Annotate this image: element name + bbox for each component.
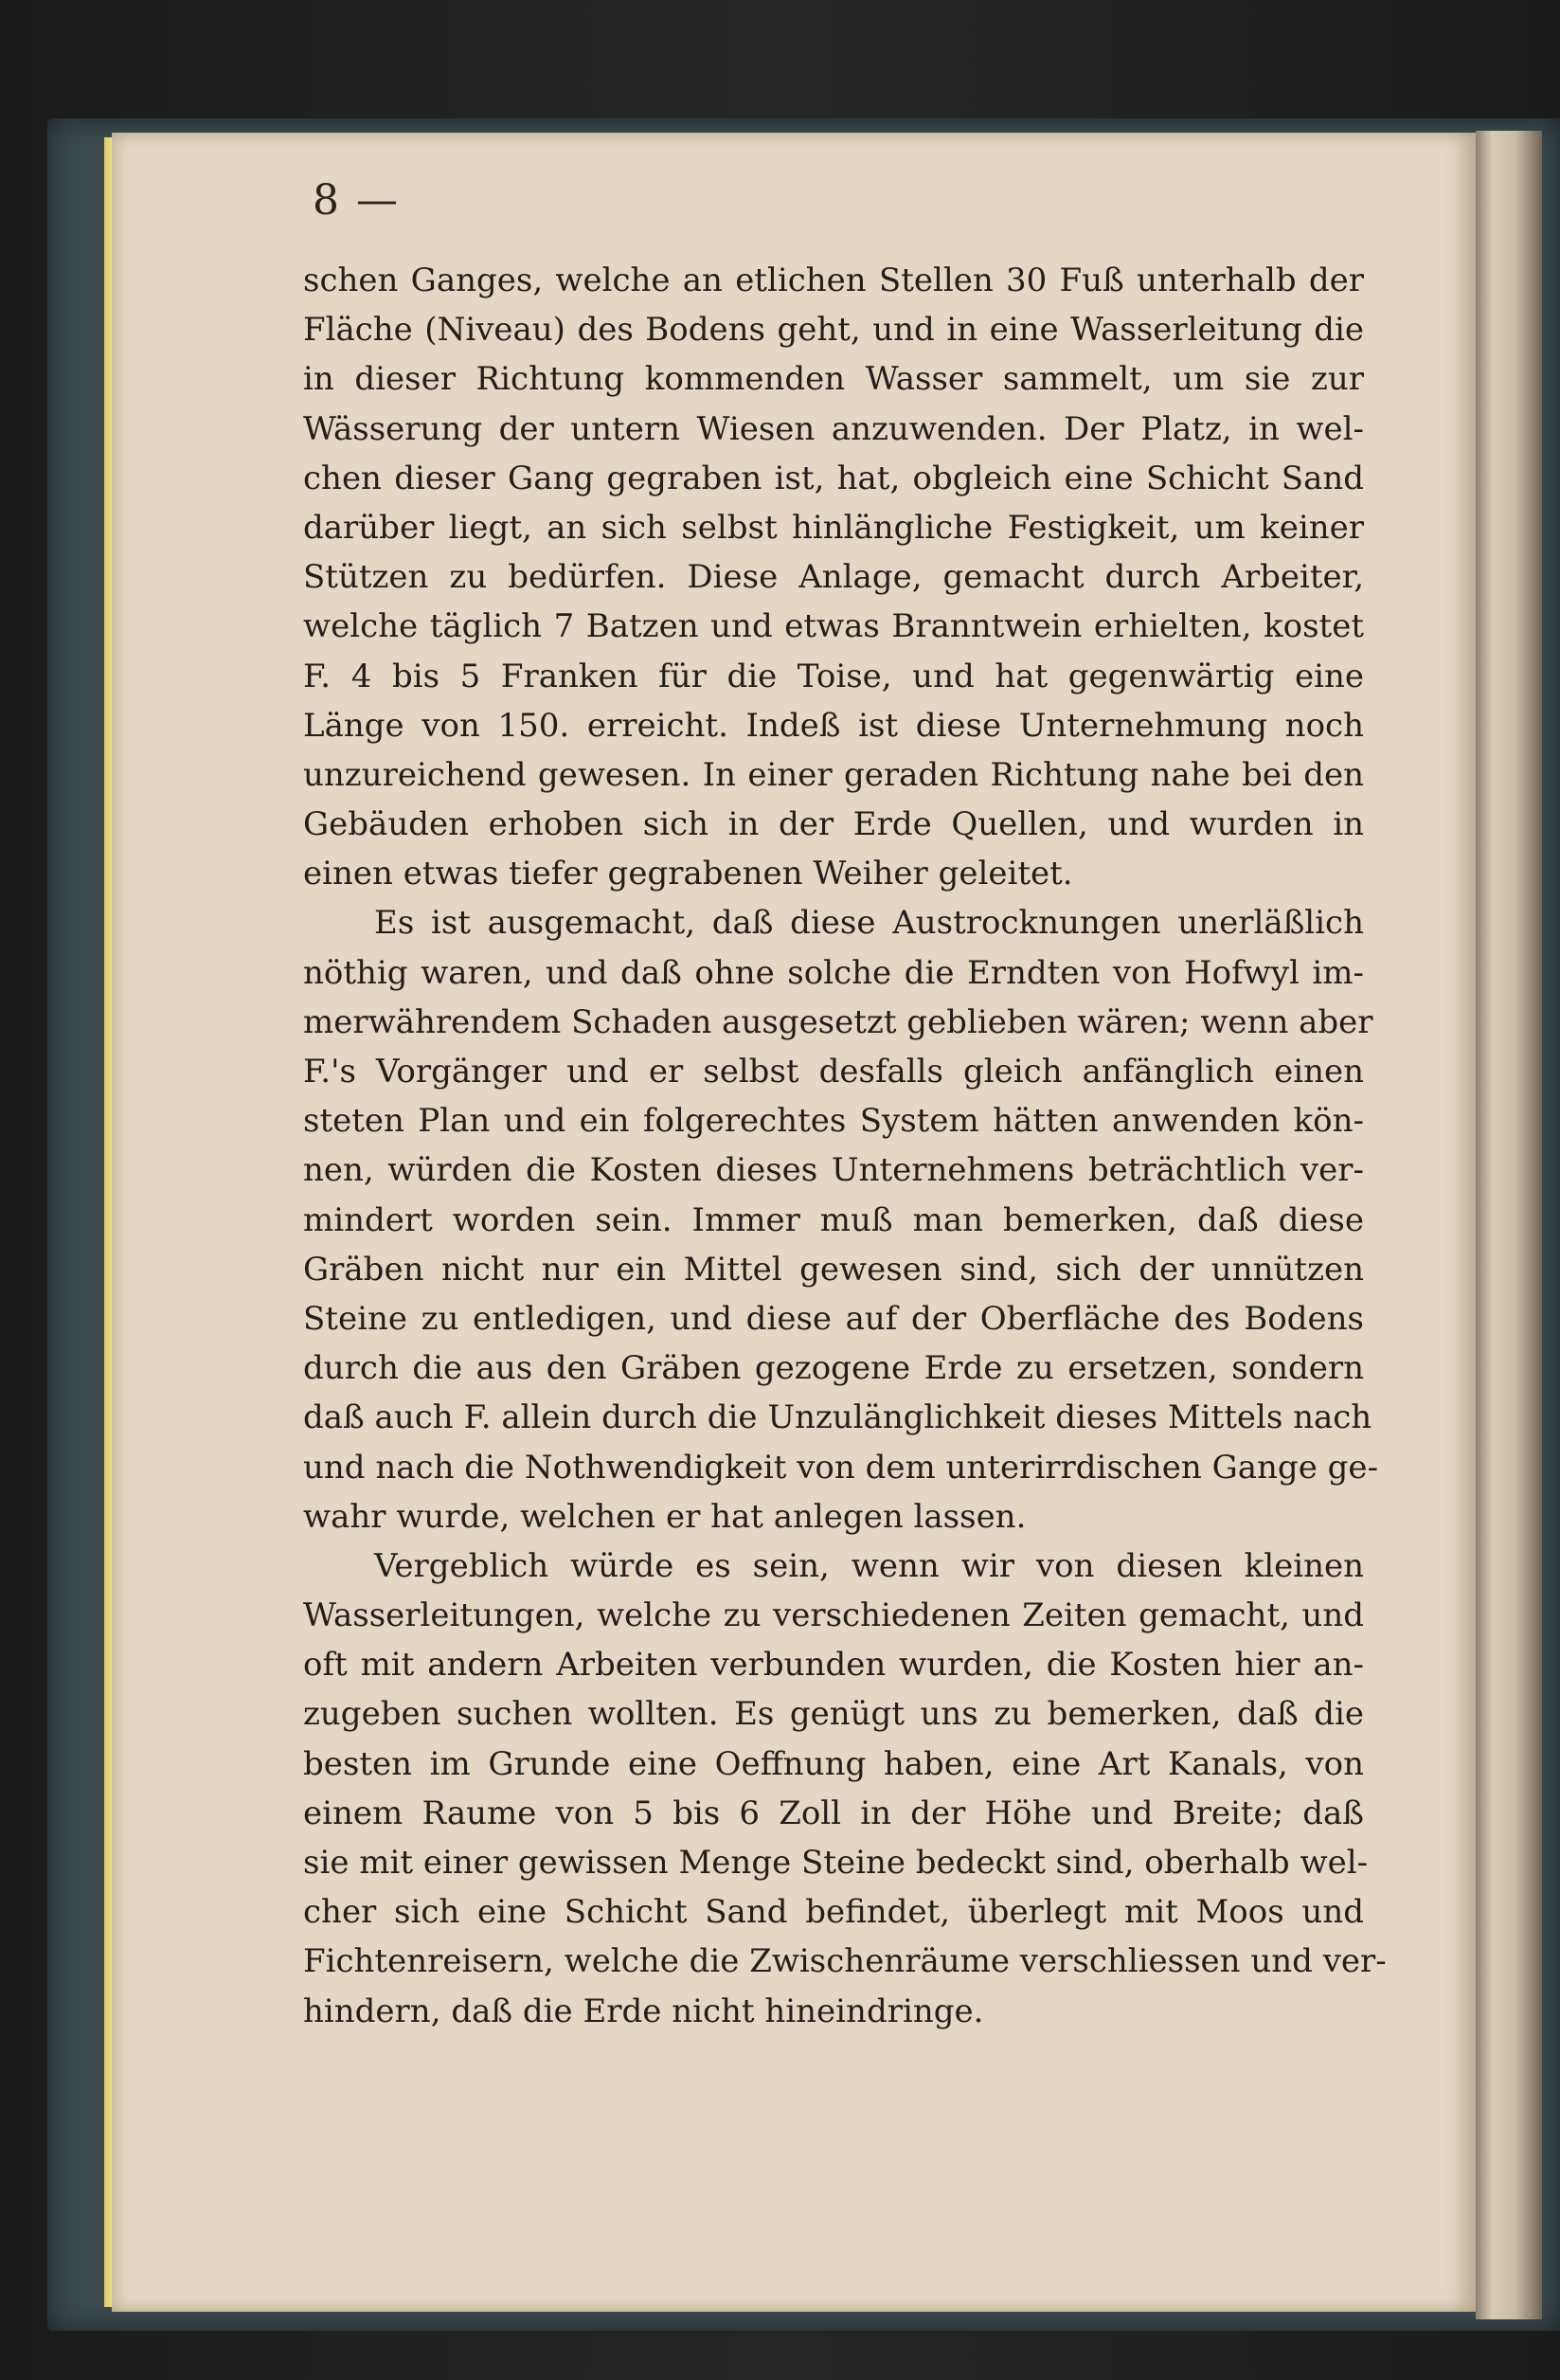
page-stack-edge xyxy=(1476,131,1542,2319)
text-line: in dieser Richtung kommenden Wasser sammelt, um sie zur xyxy=(303,360,1364,399)
page-number: 8 — xyxy=(313,176,400,225)
text-line: Stützen zu bedürfen. Diese Anlage, gemacht durch Arbeiter, xyxy=(303,558,1364,597)
text-line: Wasserleitungen, welche zu verschiedenen Zeiten gemacht, und xyxy=(303,1596,1364,1635)
text-line: wahr wurde, welchen er hat anlegen lassen. xyxy=(303,1497,1027,1536)
text-line: schen Ganges, welche an etlichen Stellen 30 Fuß unterhalb der xyxy=(303,261,1364,299)
text-line: einen etwas tiefer gegrabenen Weiher geleitet. xyxy=(303,855,1073,893)
text-line: zugeben suchen wollten. Es genügt uns zu bemerken, daß die xyxy=(303,1695,1364,1734)
text-line: besten im Grunde eine Oeffnung haben, eine Art Kanals, von xyxy=(303,1744,1364,1783)
text-line: unzureichend gewesen. In einer geraden Richtung nahe bei den xyxy=(303,755,1364,794)
text-line: durch die aus den Gräben gezogene Erde zu ersetzen, sondern xyxy=(303,1349,1364,1388)
text-line: Vergeblich würde es sein, wenn wir von diesen kleinen xyxy=(374,1546,1364,1585)
text-line: Gebäuden erhoben sich in der Erde Quellen, und wurden in xyxy=(303,805,1364,844)
text-line: Wässerung der untern Wiesen anzuwenden. Der Platz, in wel- xyxy=(303,409,1364,448)
text-line: F. 4 bis 5 Franken für die Toise, und hat gegenwärtig eine xyxy=(303,657,1364,695)
text-line: Steine zu entledigen, und diese auf der Oberfläche des Bodens xyxy=(303,1299,1364,1338)
text-line: einem Raume von 5 bis 6 Zoll in der Höhe und Breite; daß xyxy=(303,1794,1364,1832)
text-line: cher sich eine Schicht Sand befindet, überlegt mit Moos und xyxy=(303,1893,1364,1932)
text-line: F.'s Vorgänger und er selbst desfalls gleich anfänglich einen xyxy=(303,1053,1364,1091)
text-line: welche täglich 7 Batzen und etwas Branntwein erhielten, kostet xyxy=(303,607,1364,646)
text-line: Fichtenreisern, welche die Zwischenräume verschliessen und ver- xyxy=(303,1942,1387,1981)
text-line: Es ist ausgemacht, daß diese Austrocknungen unerläßlich xyxy=(374,904,1364,943)
text-line: nöthig waren, und daß ohne solche die Erndten von Hofwyl im- xyxy=(303,953,1364,992)
text-line: merwährendem Schaden ausgesetzt geblieben wären; wenn aber xyxy=(303,1002,1373,1041)
text-line: chen dieser Gang gegraben ist, hat, obgleich eine Schicht Sand xyxy=(303,459,1364,497)
text-line: Fläche (Niveau) des Bodens geht, und in eine Wasserleitung die xyxy=(303,311,1364,350)
text-line: sie mit einer gewissen Menge Steine bedeckt sind, oberhalb wel- xyxy=(303,1844,1369,1882)
text-line: steten Plan und ein folgerechtes System hätten anwenden kön- xyxy=(303,1102,1364,1141)
text-line: hindern, daß die Erde nicht hineindringe. xyxy=(303,1992,984,2030)
text-line: nen, würden die Kosten dieses Unternehmens beträchtlich ver- xyxy=(303,1151,1364,1190)
text-line: oft mit andern Arbeiten verbunden wurden, die Kosten hier an- xyxy=(303,1646,1364,1685)
text-line: mindert worden sein. Immer muß man bemerken, daß diese xyxy=(303,1200,1364,1239)
page-body-text xyxy=(303,256,1387,2036)
text-line: und nach die Nothwendigkeit von dem unterirrdischen Gange ge- xyxy=(303,1448,1378,1487)
text-line: darüber liegt, an sich selbst hinlängliche Festigkeit, um keiner xyxy=(303,508,1364,547)
text-line: Länge von 150. erreicht. Indeß ist diese Unternehmung noch xyxy=(303,706,1364,745)
text-line: Gräben nicht nur ein Mittel gewesen sind, sich der unnützen xyxy=(303,1250,1364,1289)
text-line: daß auch F. allein durch die Unzulänglichkeit dieses Mittels nach xyxy=(303,1398,1372,1437)
